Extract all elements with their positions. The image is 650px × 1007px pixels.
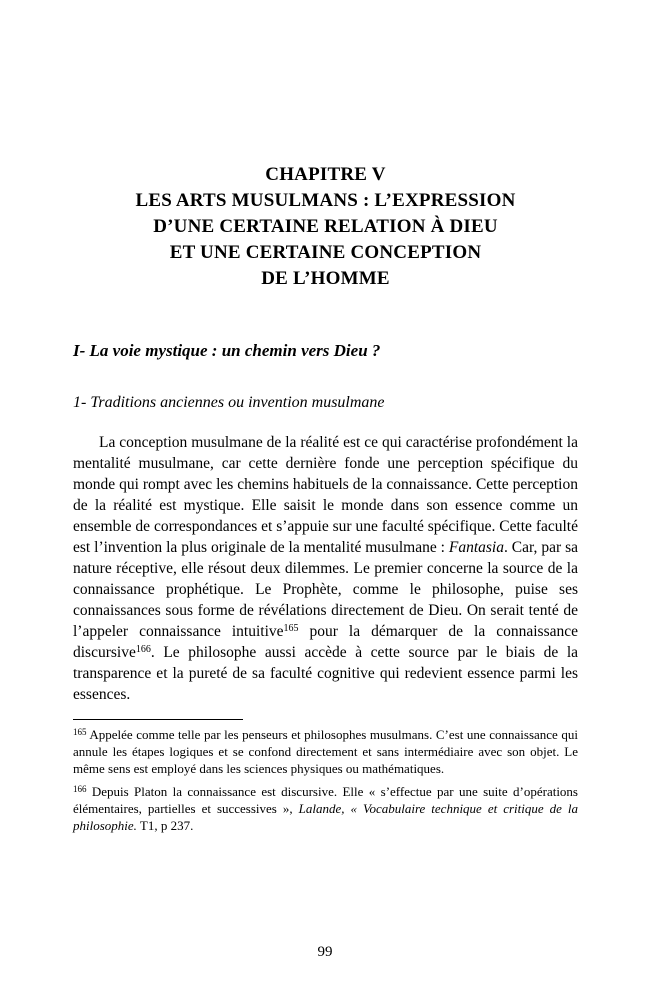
text-run: La conception musulmane de la réalité est ce qui caractérise profondément la mentalité musulmane, car cette dernière fonde une perception spécifique du monde qui rompt avec les chemins habituels de la connaissance. Cette perception de la réalité est mystique. Elle saisit le monde dans son essence comme un ensemble de correspondances et s’appuie sur une faculté spécifique. Cette faculté est l’invention la plus originale de la mentalité musulmane : <box>73 434 578 556</box>
text-run: Depuis Platon la connaissance est discursive. Elle « s’effectue par une suite d’opérations élémentaires, partielles et successives », <box>73 784 578 816</box>
chapter-title-line: CHAPITRE V <box>265 164 386 185</box>
footnote-marker: 166 <box>73 784 87 794</box>
footnotes-section <box>73 719 578 834</box>
body-paragraph <box>73 432 578 705</box>
footnote-166 <box>73 783 578 834</box>
text-run: T1, p 237. <box>136 818 194 833</box>
text-run-italic: Lalande, « Vocabulaire technique et critique de la philosophie. <box>73 801 578 833</box>
chapter-title-line: LES ARTS MUSULMANS : L’EXPRESSION <box>135 190 516 211</box>
chapter-title-line: DE L’HOMME <box>261 268 390 289</box>
footnote-marker: 165 <box>73 727 87 737</box>
footnote-separator <box>73 719 243 720</box>
section-heading: I- La voie mystique : un chemin vers Dieu ? <box>73 341 381 360</box>
chapter-title-line: ET UNE CERTAINE CONCEPTION <box>169 242 482 263</box>
subsection-heading: 1- Traditions anciennes ou invention musulmane <box>73 394 385 411</box>
text-run: . Le philosophe aussi accède à cette source par le biais de la transparence et la pureté de sa faculté cognitive qui redevient essence parmi les essences. <box>73 644 578 703</box>
text-run: . Car, par sa nature réceptive, elle résout deux dilemmes. Le premier concerne la source de la connaissance prophétique. Le Prophète, comme le philosophe, puise ses connaissances sous forme de révélations directement de Dieu. On serait tenté de l’appeler connaissance intuitive <box>73 539 578 640</box>
chapter-title-block <box>73 162 578 292</box>
text-run-italic: Fantasia <box>448 539 504 556</box>
text-run: Appelée comme telle par les penseurs et philosophes musulmans. C’est une connaissance qui annule les étapes logiques et se confond directement et sans intermédiaire avec son objet. Le même sens est employé dans les sciences physiques ou mathématiques. <box>73 727 578 776</box>
chapter-title-line: D’UNE CERTAINE RELATION À DIEU <box>153 216 498 237</box>
footnote-ref-165: 165 <box>283 623 299 634</box>
footnote-ref-166: 166 <box>135 644 151 655</box>
footnote-165 <box>73 726 578 777</box>
page-number: 99 <box>317 944 333 960</box>
text-run: pour la démarquer de la connaissance discursive <box>73 623 578 661</box>
